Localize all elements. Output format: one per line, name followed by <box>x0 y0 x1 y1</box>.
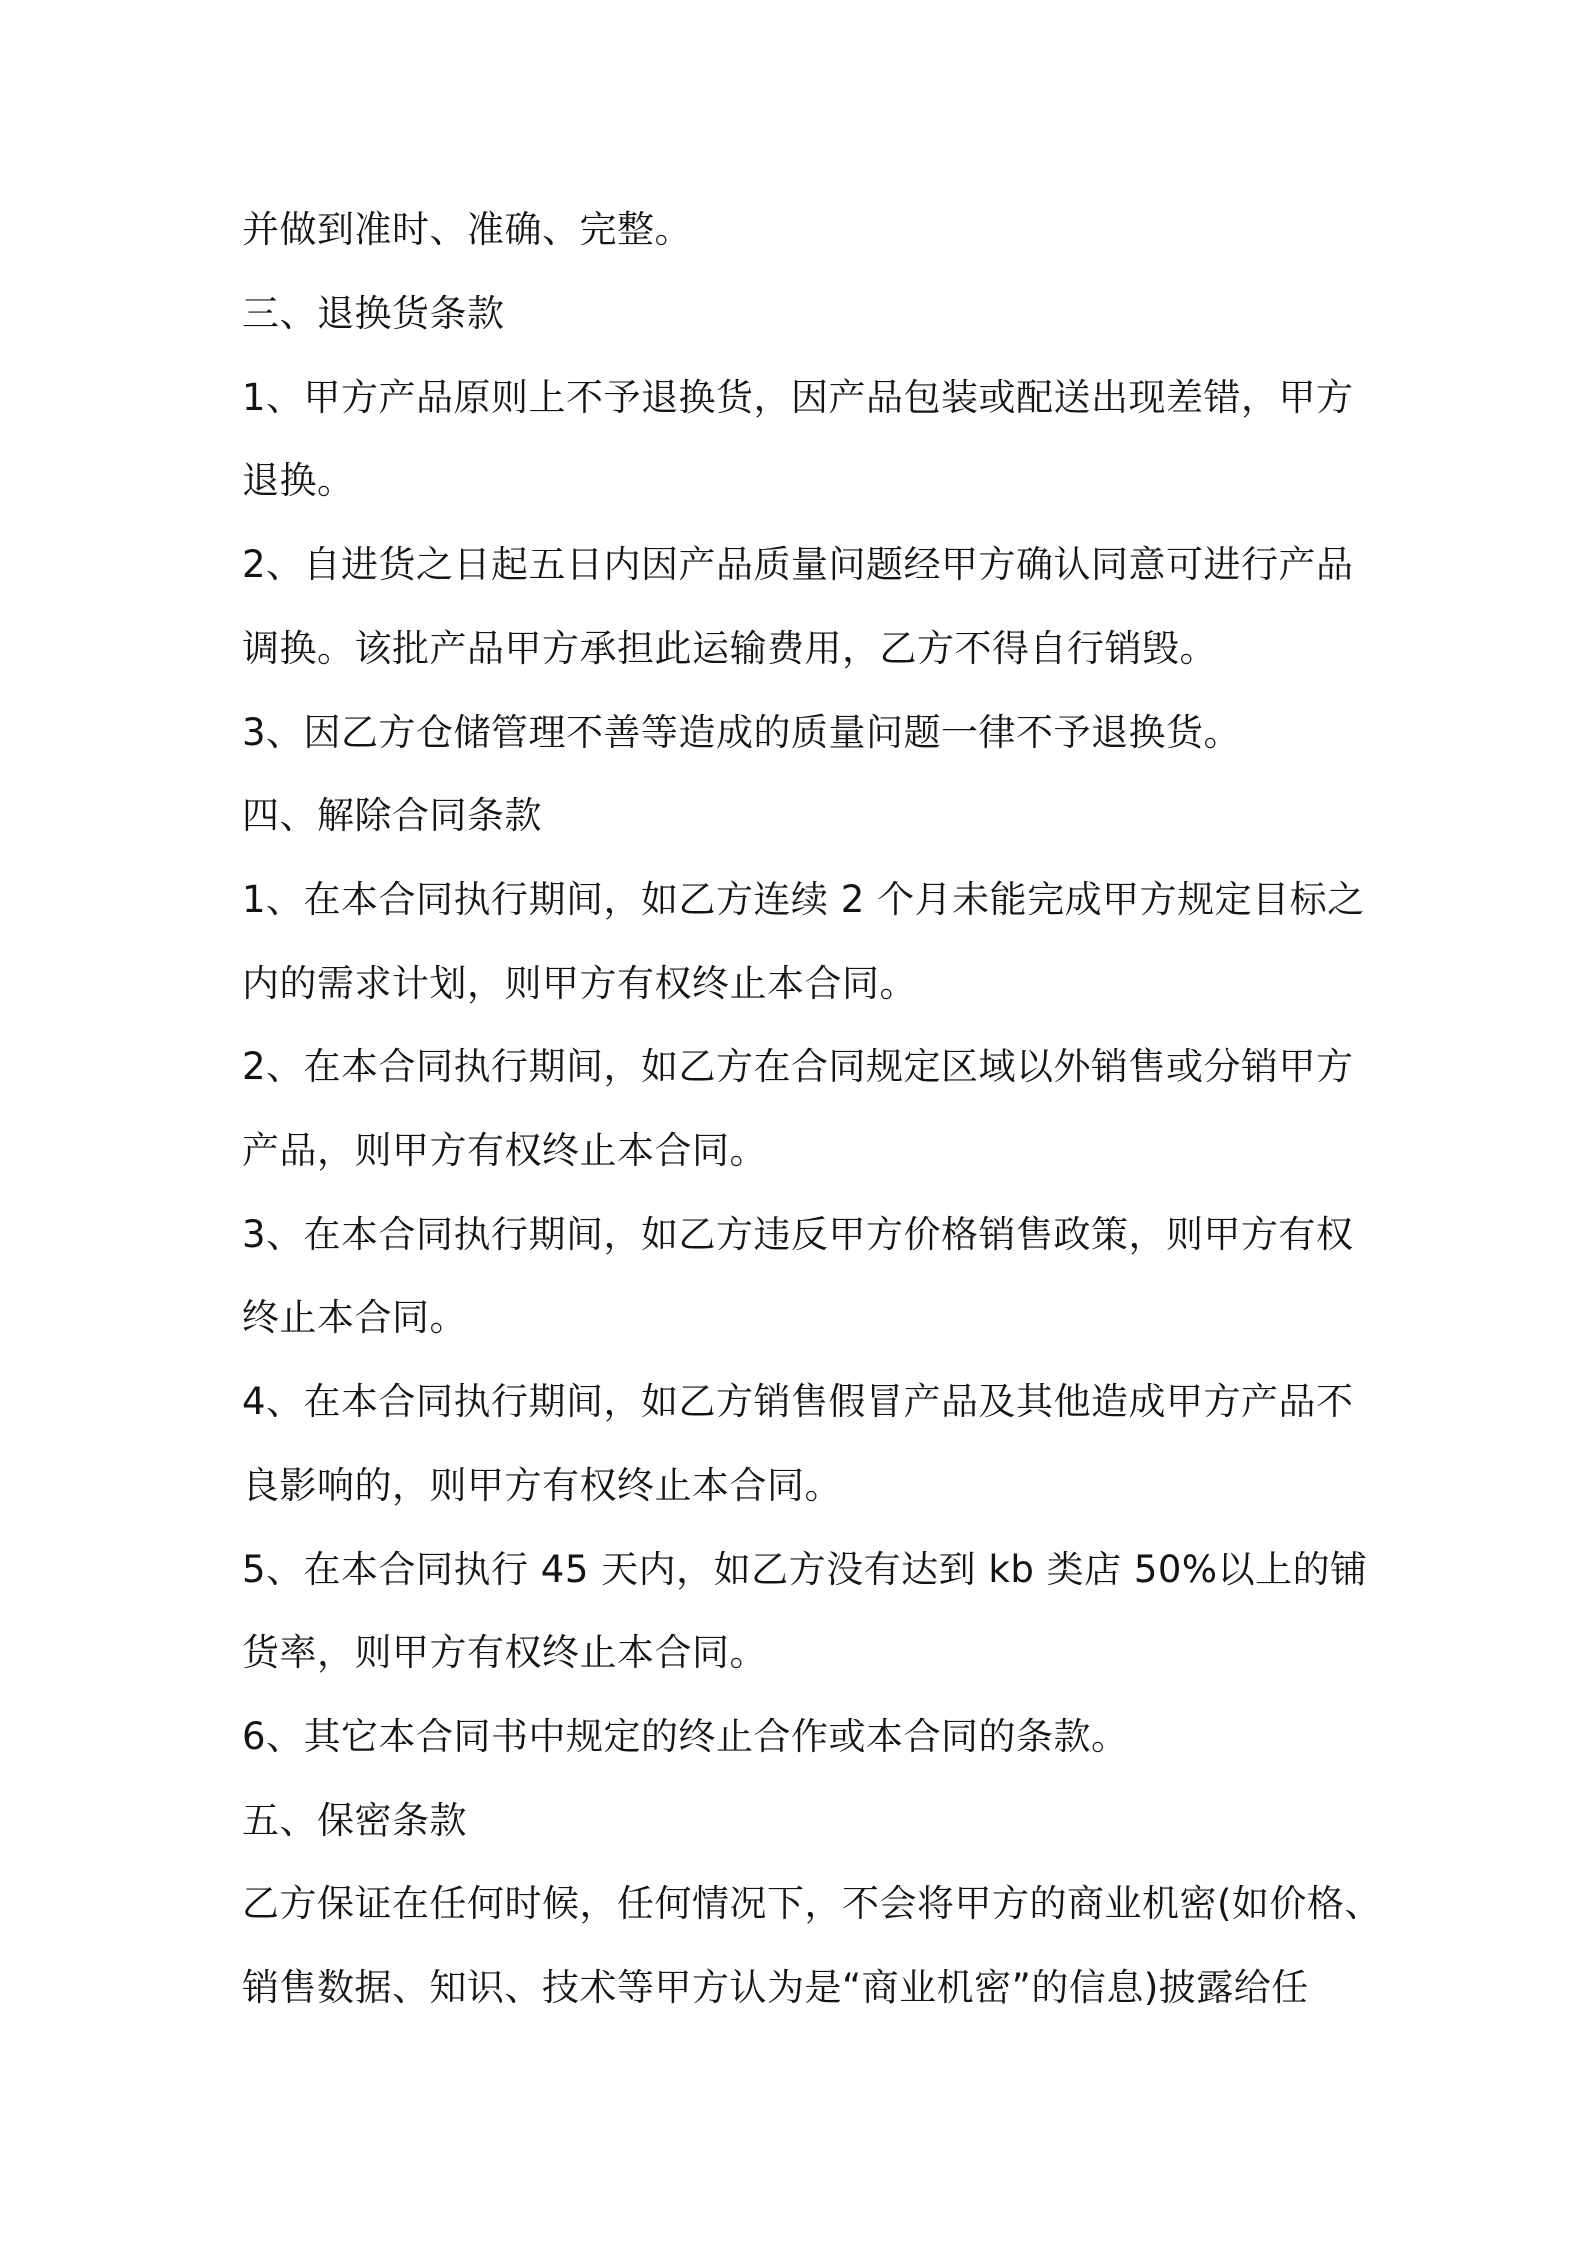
text-line: 乙方保证在任何时候，任何情况下，不会将甲方的商业机密(如价格、 <box>242 1882 1382 1925</box>
text-line: 1、甲方产品原则上不予退换货，因产品包装或配送出现差错，甲方 <box>242 376 1354 419</box>
text-line: 调换。该批产品甲方承担此运输费用，乙方不得自行销毁。 <box>242 627 1217 670</box>
text-line: 货率，则甲方有权终止本合同。 <box>242 1631 767 1674</box>
text-line: 产品，则甲方有权终止本合同。 <box>242 1129 767 1172</box>
text-line: 终止本合同。 <box>242 1296 467 1339</box>
text-line: 6、其它本合同书中规定的终止合作或本合同的条款。 <box>242 1715 1129 1758</box>
text-line: 退换。 <box>242 459 355 502</box>
text-line: 2、自进货之日起五日内因产品质量问题经甲方确认同意可进行产品 <box>242 543 1354 586</box>
section-heading: 五、保密条款 <box>242 1799 467 1842</box>
text-line: 2、在本合同执行期间，如乙方在合同规定区域以外销售或分销甲方 <box>242 1045 1354 1088</box>
text-line: 销售数据、知识、技术等甲方认为是“商业机密”的信息)披露给任 <box>242 1966 1309 2009</box>
section-heading: 三、退换货条款 <box>242 292 505 335</box>
text-line: 5、在本合同执行 45 天内，如乙方没有达到 kb 类店 50%以上的铺 <box>242 1548 1368 1591</box>
text-line: 4、在本合同执行期间，如乙方销售假冒产品及其他造成甲方产品不 <box>242 1380 1354 1423</box>
section-heading: 四、解除合同条款 <box>242 794 542 837</box>
text-line: 3、因乙方仓储管理不善等造成的质量问题一律不予退换货。 <box>242 711 1242 754</box>
text-line: 1、在本合同执行期间，如乙方连续 2 个月未能完成甲方规定目标之 <box>242 878 1365 921</box>
text-line: 内的需求计划，则甲方有权终止本合同。 <box>242 962 917 1005</box>
text-line: 并做到准时、准确、完整。 <box>242 208 692 251</box>
text-line: 3、在本合同执行期间，如乙方违反甲方价格销售政策，则甲方有权 <box>242 1213 1354 1256</box>
text-line: 良影响的，则甲方有权终止本合同。 <box>242 1464 842 1507</box>
